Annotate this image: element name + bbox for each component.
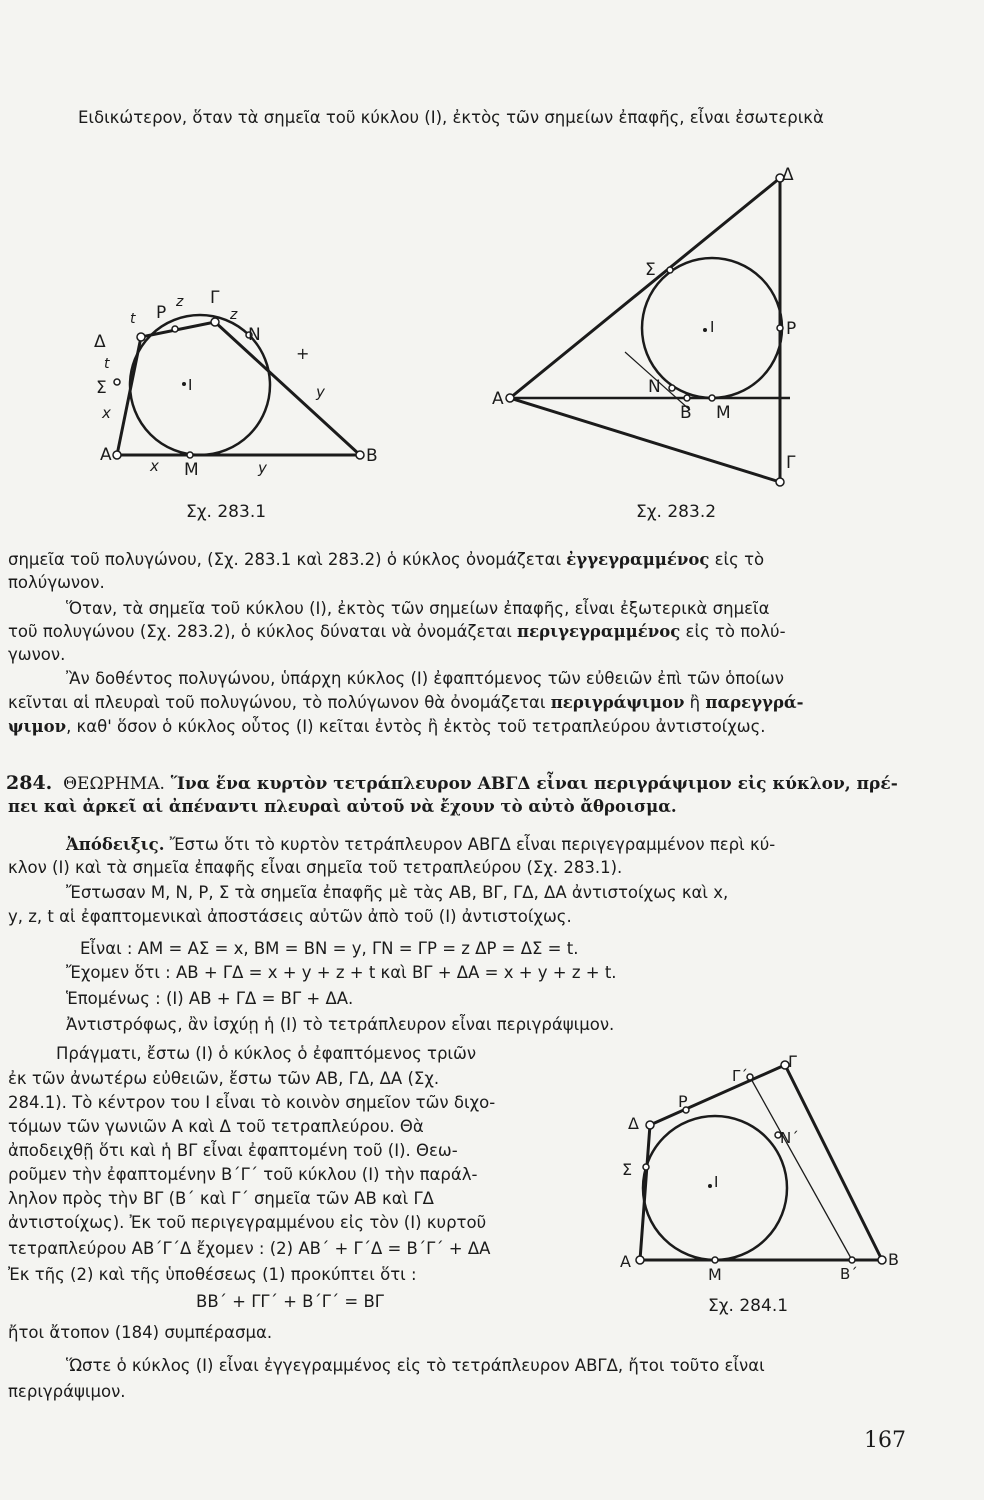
label-s: Σ <box>645 260 656 280</box>
proof-line1: Ἀπόδειξις. Ἔστω ὅτι τὸ κυρτὸν τετράπλευρον ΑΒΓΔ εἶναι περιγεγραμμένον περὶ κύ- <box>66 835 776 854</box>
label-b: Β <box>888 1250 899 1269</box>
para1-line2: πολύγωνον. <box>8 573 105 592</box>
para2-line1: Ὅταν, τὰ σημεῖα τοῦ κύκλου (I), ἐκτὸς τῶν σημείων ἐπαφῆς, εἶναι ἐξωτερικὰ σημεῖα <box>66 599 770 618</box>
proof-line13: ἀποδειχθῇ ὅτι καὶ ἡ ΒΓ εἶναι ἐφαπτομένη τοῦ (I). Θεω- <box>8 1141 458 1160</box>
para2-line2: τοῦ πολυγώνου (Σχ. 283.2), ὁ κύκλος δύναται νὰ ὀνομάζεται περιγεγραμμένος εἰς τὸ πολύ- <box>8 622 786 641</box>
label-g: Γ <box>210 288 220 308</box>
theorem-line1: 284. ΘΕΩΡΗΜΑ. Ἵνα ἕνα κυρτὸν τετράπλευρον ΑΒΓΔ εἶναι περιγράψιμον εἰς κύκλον, πρέ- <box>6 772 898 794</box>
label-m: Μ <box>716 403 731 423</box>
label-t-top: t <box>130 311 136 327</box>
label-z-top: z <box>176 294 184 310</box>
label-p: Ρ <box>678 1092 688 1111</box>
para2-line3: γωνον. <box>8 645 66 664</box>
proof-line2: κλον (I) καὶ τὰ σημεῖα ἐπαφῆς εἶναι σημεῖα τοῦ τετραπλεύρου (Σχ. 283.1). <box>8 858 623 877</box>
label-s: Σ <box>96 378 107 398</box>
caption-283-2: Σχ. 283.2 <box>636 502 717 522</box>
proof-line20: ἤτοι ἄτοπον (184) συμπέρασμα. <box>8 1323 273 1342</box>
label-g: Γ <box>788 1055 797 1071</box>
label-t-left: t <box>104 356 110 372</box>
label-y-bottom: y <box>258 459 267 477</box>
proof-line3: Ἔστωσαν Μ, Ν, Ρ, Σ τὰ σημεῖα ἐπαφῆς μὲ τὰς ΑΒ, ΒΓ, ΓΔ, ΔΑ ἀντιστοίχως καὶ x, <box>66 883 729 902</box>
para3-line2: κεῖνται αἱ πλευραὶ τοῦ πολυγώνου, τὸ πολύγωνον θὰ ὀνομάζεται περιγράψιμον ἢ παρεγγρά- <box>8 693 804 712</box>
proof-line21: Ὥστε ὁ κύκλος (I) εἶναι ἐγγεγραμμένος εἰς τὸ τετράπλευρον ΑΒΓΔ, ἤτοι τοῦτο εἶναι <box>66 1356 765 1375</box>
theorem-line2: πει καὶ ἀρκεῖ αἱ ἀπέναντι πλευραὶ αὐτοῦ νὰ ἔχουν τὸ αὐτὸ ἄθροισμα. <box>8 797 677 816</box>
label-s: Σ <box>622 1160 633 1179</box>
proof-line8: Ἀντιστρόφως, ἂν ἰσχύῃ ἡ (I) τὸ τετράπλευρον εἶναι περιγράψιμον. <box>66 1015 615 1034</box>
label-n: Ν <box>648 377 661 397</box>
label-m: Μ <box>708 1265 722 1280</box>
label-center-i: I <box>188 376 193 394</box>
proof-line9: Πράγματι, ἔστω (I) ὁ κύκλος ὁ ἐφαπτόμενος τριῶν <box>56 1044 477 1063</box>
triangle-agd <box>510 178 780 482</box>
figure-283-2 <box>480 160 820 490</box>
proof-line18: Ἐκ τῆς (2) καὶ τῆς ὑποθέσεως (1) προκύπτει ὅτι : <box>8 1265 417 1284</box>
label-d: Δ <box>94 332 106 352</box>
proof-line4: y, z, t αἱ ἐφαπτομενικαὶ ἀποστάσεις αὐτῶν ἀπὸ τοῦ (I) ἀντιστοίχως. <box>8 907 572 926</box>
proof-line14: ροῦμεν τὴν ἐφαπτομένην Β΄Γ΄ τοῦ κύκλου (I) τὴν παράλ- <box>8 1165 478 1184</box>
proof-line7: Ἑπομένως : (I) ΑΒ + ΓΔ = ΒΓ + ΔΑ. <box>66 989 354 1008</box>
proof-line12: τόμων τῶν γωνιῶν Α καὶ Δ τοῦ τετραπλεύρου. Θὰ <box>8 1117 424 1136</box>
label-m: Μ <box>184 460 199 480</box>
label-x-left: x <box>102 404 111 422</box>
figure-283-1 <box>78 275 398 490</box>
label-x-bottom: x <box>150 457 159 475</box>
para3-line3: ψιμον, καθ' ὅσον ὁ κύκλος οὗτος (I) κεῖται ἐντὸς ἢ ἐκτὸς τοῦ τετραπλεύρου ἀντιστοίχως. <box>8 717 766 736</box>
label-center-i: I <box>714 1173 719 1191</box>
top-line: Ειδικώτερον, ὅταν τὰ σημεῖα τοῦ κύκλου (I), ἐκτὸς τῶν σημείων ἐπαφῆς, εἶναι ἐσωτερικὰ <box>78 108 824 127</box>
label-y-right: y <box>316 383 325 401</box>
proof-line19: ΒΒ΄ + ΓΓ΄ + Β΄Γ΄ = ΒΓ <box>196 1292 384 1311</box>
caption-283-1: Σχ. 283.1 <box>186 502 267 522</box>
label-g: Γ <box>786 453 796 473</box>
proof-line5: Εἶναι : ΑΜ = ΑΣ = x, ΒΜ = ΒΝ = y, ΓΝ = ΓΡ = z ΔΡ = ΔΣ = t. <box>80 939 579 958</box>
label-b: Β <box>680 403 692 423</box>
label-b-prime: Β΄ <box>840 1265 858 1280</box>
label-n-prime: Ν΄ <box>780 1129 799 1147</box>
proof-line15: ληλον πρὸς τὴν ΒΓ (Β΄ καὶ Γ΄ σημεῖα τῶν ΑΒ καὶ ΓΔ <box>8 1189 434 1208</box>
page-number: 167 <box>864 1428 906 1453</box>
label-z-right: z <box>230 307 238 323</box>
label-a: Α <box>620 1252 631 1271</box>
label-a: Α <box>492 389 504 409</box>
label-g-prime: Γ΄ <box>732 1067 748 1085</box>
para1-line1: σημεῖα τοῦ πολυγώνου, (Σχ. 283.1 καὶ 283.2) ὁ κύκλος ὀνομάζεται ἐγγεγραμμένος εἰς τὸ <box>8 550 765 569</box>
label-b: Β <box>366 446 378 466</box>
label-plus: + <box>296 344 310 363</box>
label-d: Δ <box>628 1114 639 1133</box>
label-d: Δ <box>782 165 794 185</box>
label-n: Ν <box>248 325 261 345</box>
figure-284-1 <box>610 1055 910 1280</box>
proof-line10: ἐκ τῶν ἀνωτέρω εὐθειῶν, ἔστω τῶν ΑΒ, ΓΔ, ΔΑ (Σχ. <box>8 1069 440 1088</box>
label-center-i: I <box>710 318 715 336</box>
proof-line17: τετραπλεύρου ΑΒ΄Γ΄Δ ἔχομεν : (2) ΑΒ΄ + Γ΄Δ = Β΄Γ΄ + ΔΑ <box>8 1239 491 1258</box>
proof-line16: ἀντιστοίχως). Ἐκ τοῦ περιγεγραμμένου εἰς τὸν (I) κυρτοῦ <box>8 1213 487 1232</box>
proof-line6: Ἔχομεν ὅτι : ΑΒ + ΓΔ = x + y + z + t καὶ ΒΓ + ΔΑ = x + y + z + t. <box>66 963 617 982</box>
label-a: Α <box>100 445 112 465</box>
quadrilateral-abgd <box>640 1065 882 1260</box>
label-p: Ρ <box>786 319 797 339</box>
caption-284-1: Σχ. 284.1 <box>708 1296 789 1316</box>
proof-line11: 284.1). Τὸ κέντρον του I εἶναι τὸ κοινὸν σημεῖον τῶν διχο- <box>8 1093 496 1112</box>
para3-line1: Ἂν δοθέντος πολυγώνου, ὑπάρχη κύκλος (I) ἐφαπτόμενος τῶν εὐθειῶν ἐπὶ τῶν ὁποίων <box>66 669 784 688</box>
proof-line22: περιγράψιμον. <box>8 1382 126 1401</box>
label-p: Ρ <box>156 303 167 323</box>
